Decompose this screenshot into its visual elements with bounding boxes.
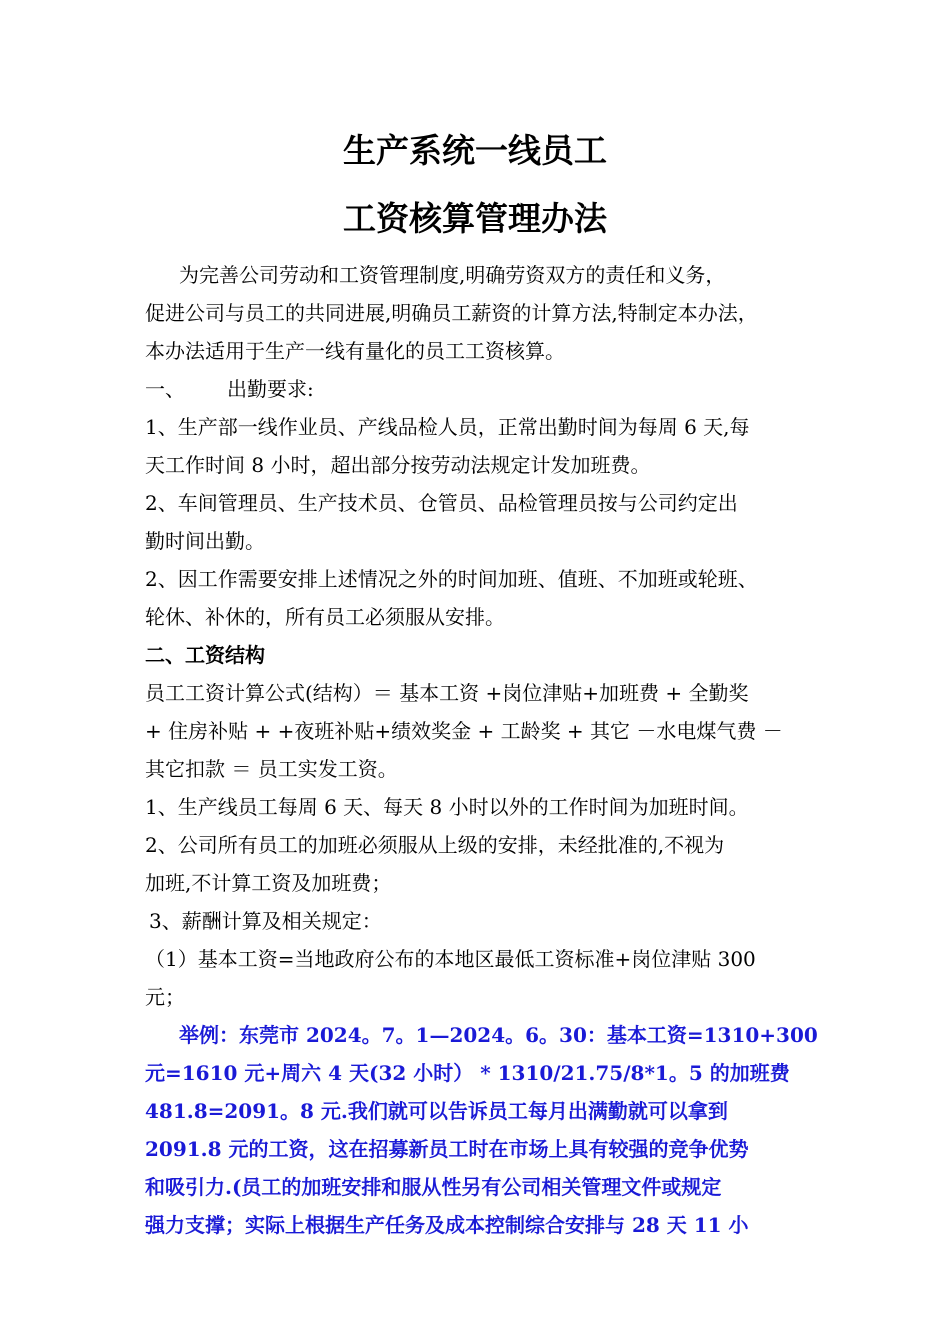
example-line: 强力支撑；实际上根据生产任务及成本控制综合安排与 28 天 11 小 <box>145 1213 749 1237</box>
section1-title: 出勤要求: <box>227 377 314 401</box>
document-title-line2: 工资核算管理办法 <box>343 199 607 238</box>
intro-line: 为完善公司劳动和工资管理制度,明确劳资双方的责任和义务， <box>179 263 726 287</box>
section1-number: 一、 <box>145 377 185 401</box>
section2-line: 员工工资计算公式(结构）＝ 基本工资 +岗位津贴+加班费 + 全勤奖 <box>145 681 749 705</box>
section2-line: 加班,不计算工资及加班费； <box>145 871 392 895</box>
intro-line: 促进公司与员工的共同进展,明确员工薪资的计算方法,特制定本办法， <box>145 301 758 325</box>
section2-line: 2、公司所有员工的加班必须服从上级的安排，未经批准的,不视为 <box>145 833 725 857</box>
section1-item-line: 轮休、补休的，所有员工必须服从安排。 <box>145 605 505 629</box>
document-title-line1: 生产系统一线员工 <box>343 131 607 170</box>
section1-item-line: 勤时间出勤。 <box>145 529 265 553</box>
section1-heading <box>145 370 825 408</box>
example-line: 和吸引力.(员工的加班安排和服从性另有公司相关管理文件或规定 <box>145 1175 722 1199</box>
section2-line: 元； <box>145 985 185 1009</box>
example-line: 481.8=2091。8 元.我们就可以告诉员工每月出满勤就可以拿到 <box>145 1099 728 1123</box>
section1-item-line: 1、生产部一线作业员、产线品检人员，正常出勤时间为每周 6 天,每 <box>145 415 750 439</box>
section2-line: 1、生产线员工每周 6 天、每天 8 小时以外的工作时间为加班时间。 <box>145 795 749 819</box>
section2-line: 3、薪酬计算及相关规定： <box>149 909 382 933</box>
section1-item-line: 天工作时间 8 小时，超出部分按劳动法规定计发加班费。 <box>145 453 651 477</box>
section2-line: + 住房补贴 + +夜班补贴+绩效奖金 + 工龄奖 + 其它 －水电煤气费 － <box>145 719 783 743</box>
section2-line: （1）基本工资=当地政府公布的本地区最低工资标准+岗位津贴 300 <box>145 947 756 971</box>
section2-line: 其它扣款 ＝ 员工实发工资。 <box>145 757 398 781</box>
example-line: 举例：东莞市 2024。7。1—2024。6。30：基本工资=1310+300 <box>179 1023 818 1047</box>
intro-line: 本办法适用于生产一线有量化的员工工资核算。 <box>145 339 565 363</box>
example-line: 2091.8 元的工资，这在招募新员工时在市场上具有较强的竞争优势 <box>145 1137 749 1161</box>
section1-item-line: 2、车间管理员、生产技术员、仓管员、品检管理员按与公司约定出 <box>145 491 738 515</box>
section1-item-line: 2、因工作需要安排上述情况之外的时间加班、值班、不加班或轮班、 <box>145 567 758 591</box>
example-line: 元=1610 元+周六 4 天(32 小时） * 1310/21.75/8*1。5 的加班费 <box>145 1061 790 1085</box>
document-body <box>145 256 825 1244</box>
section2-heading: 二、工资结构 <box>145 643 265 667</box>
